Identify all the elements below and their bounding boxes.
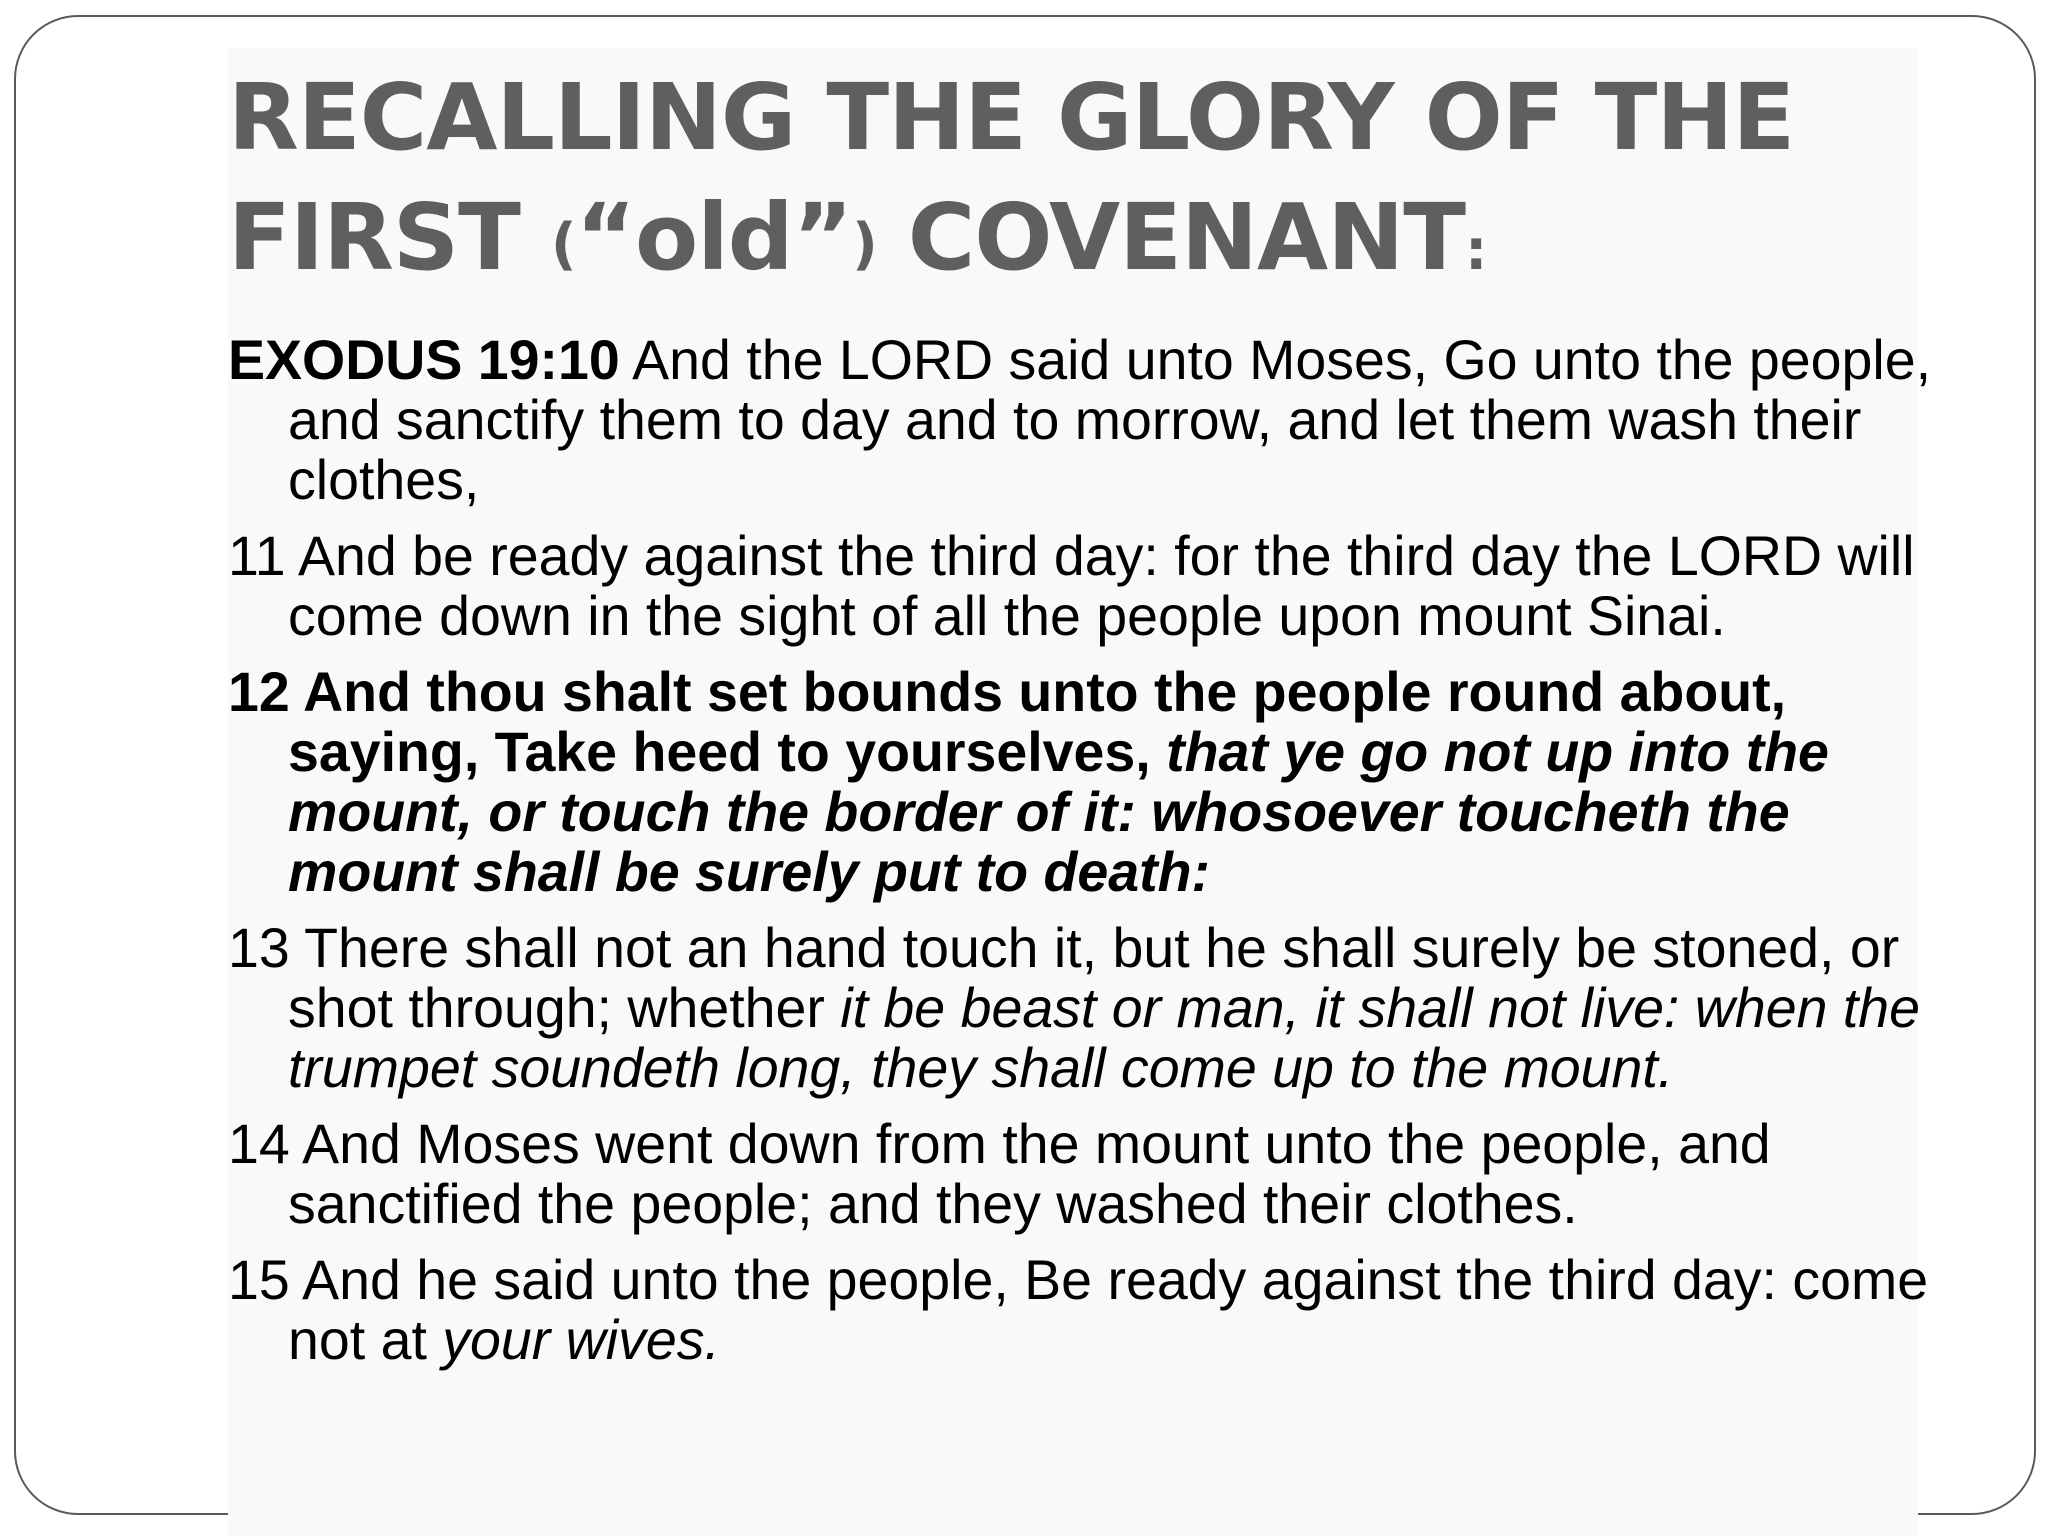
verse-12-bold-text: And thou shalt set bounds unto the people round about, saying, Take heed to yourselves, (288, 661, 1787, 783)
verse-14 (228, 1114, 1948, 1234)
verse-11-number: 11 (228, 525, 286, 587)
slide-title (228, 58, 1948, 311)
verse-15 (228, 1250, 1948, 1370)
title-line-2-end: COVENANT (876, 184, 1465, 291)
title-line-2-start: FIRST (228, 184, 551, 291)
verse-13-italic-text: it be beast or man, it shall not live: when the trumpet soundeth long, they shall come up to the mount. (288, 977, 1921, 1099)
title-old: “old” (575, 184, 853, 291)
verse-15-italic-text: your wives. (442, 1309, 720, 1371)
verse-10 (228, 330, 1948, 510)
verse-13-text: There shall not an hand touch it, but he shall surely be stoned, or shot through; whether (288, 917, 1900, 1039)
title-open-bracket: ( (550, 212, 576, 277)
title-line-1: RECALLING THE GLORY OF THE (228, 64, 1795, 171)
verse-14-number: 14 (228, 1113, 290, 1175)
verse-15-number: 15 (228, 1249, 290, 1311)
verse-12-bold-italic-text: that ye go not up into the mount, or touch the border of it: whosoever toucheth the mount shall be surely put to death: (288, 721, 1829, 903)
title-colon: : (1464, 218, 1487, 283)
verse-15-text: And he said unto the people, Be ready against the third day: come not at (288, 1249, 1929, 1371)
title-close-bracket: ) (852, 212, 877, 277)
verse-11-text: And be ready against the third day: for the third day the LORD will come down in the sight of all the people upon mount Sinai. (285, 525, 1915, 647)
verse-10-text: And the LORD said unto Moses, Go unto the people, and sanctify them to day and to morrow, and let them wash their clothes, (288, 329, 1932, 511)
verse-12-number: 12 (228, 661, 290, 723)
verse-11 (228, 526, 1948, 646)
verse-13-number: 13 (228, 917, 290, 979)
verse-list (228, 330, 1948, 1386)
verse-14-text: And Moses went down from the mount unto the people, and sanctified the people; and they washed their clothes. (288, 1113, 1771, 1235)
verse-reference: EXODUS 19:10 (228, 329, 620, 391)
verse-13 (228, 918, 1948, 1098)
verse-12 (228, 662, 1948, 902)
